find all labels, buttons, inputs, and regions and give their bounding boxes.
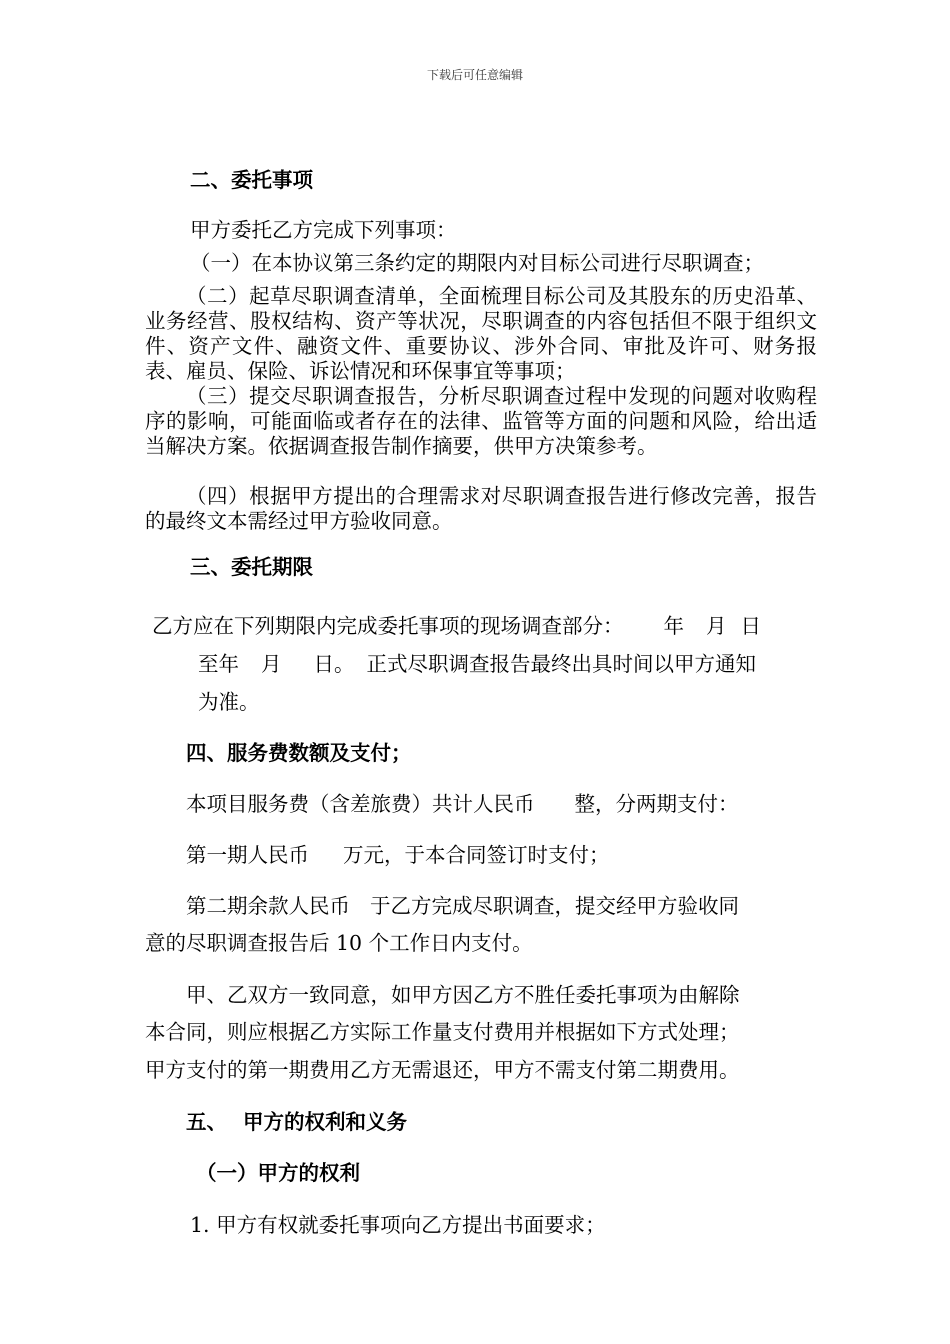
section-5-number: 五、 [186, 1110, 227, 1134]
page-header: 下载后可任意编辑 [426, 68, 523, 82]
fee-second-line [186, 894, 739, 918]
fee-second-text: 第二期余款人民币 [186, 894, 350, 918]
fee-first-text-2: 万元，于本合同签订时支付； [343, 843, 610, 867]
paragraph-item-1: （一）在本协议第三条约定的期限内对目标公司进行尽职调查； [190, 251, 764, 275]
fee-second-text-2: 于乙方完成尽职调查，提交经甲方验收同 [370, 894, 739, 918]
period-start-day-label: 日 [740, 614, 761, 638]
period-line-3: 为准。 [198, 690, 260, 714]
section-heading-entrust-period: 三、委托期限 [190, 555, 313, 579]
period-start-month-label: 月 [706, 614, 727, 638]
paragraph-intro: 甲方委托乙方完成下列事项： [190, 218, 457, 242]
fee-total-text: 本项目服务费（含差旅费）共计人民币 [186, 792, 535, 816]
period-start-year-label: 年 [663, 614, 684, 638]
fee-total-text-2: 整，分两期支付： [574, 792, 739, 816]
fee-first-line [186, 843, 610, 867]
section-heading-service-fee: 四、服务费数额及支付； [186, 741, 412, 765]
fee-second-line-2: 意的尽职调查报告后 10 个工作日内支付。 [145, 931, 533, 955]
section-5-title: 甲方的权利和义务 [243, 1110, 407, 1134]
rights-item-1: 1. 甲方有权就委托事项向乙方提出书面要求； [190, 1213, 606, 1237]
period-line-2-rest: 正式尽职调查报告最终出具时间以甲方通知 [366, 652, 756, 676]
fee-total-line [186, 792, 739, 816]
period-end-year-label: 至年 [198, 652, 239, 676]
section-heading-entrusted-matters: 二、委托事项 [190, 168, 313, 192]
subsection-heading-rights: （一）甲方的权利 [196, 1161, 360, 1185]
fee-first-text: 第一期人民币 [186, 843, 309, 867]
period-end-month-label: 月 [261, 652, 282, 676]
period-end-day-label: 日。 [313, 652, 355, 676]
period-line-1-text: 乙方应在下列期限内完成委托事项的现场调查部分： [152, 614, 624, 638]
paragraph-item-3: （三）提交尽职调查报告，分析尽职调查过程中发现的问题对收购程序的影响，可能面临或者存在的法律、监管等方面的问题和风险，给出适当解决方案。依据调查报告制作摘要，供甲方决策参考。 [145, 384, 817, 458]
termination-line-2: 本合同，则应根据乙方实际工作量支付费用并根据如下方式处理； [145, 1020, 740, 1044]
period-line-2 [198, 652, 756, 676]
paragraph-item-4: （四）根据甲方提出的合理需求对尽职调查报告进行修改完善，报告的最终文本需经过甲方验收同意。 [145, 484, 817, 533]
section-heading-party-a-rights [186, 1110, 407, 1134]
paragraph-item-2: （二）起草尽职调查清单，全面梳理目标公司及其股东的历史沿革、业务经营、股权结构、资产等状况，尽职调查的内容包括但不限于组织文件、资产文件、融资文件、重要协议、涉外合同、审批及许可、财务报表、雇员、保险、诉讼情况和环保事宜等事项； [145, 284, 817, 383]
termination-line-3: 甲方支付的第一期费用乙方无需退还，甲方不需支付第二期费用。 [145, 1058, 740, 1082]
period-line-1 [152, 614, 761, 638]
termination-line-1: 甲、乙双方一致同意，如甲方因乙方不胜任委托事项为由解除 [186, 983, 740, 1007]
